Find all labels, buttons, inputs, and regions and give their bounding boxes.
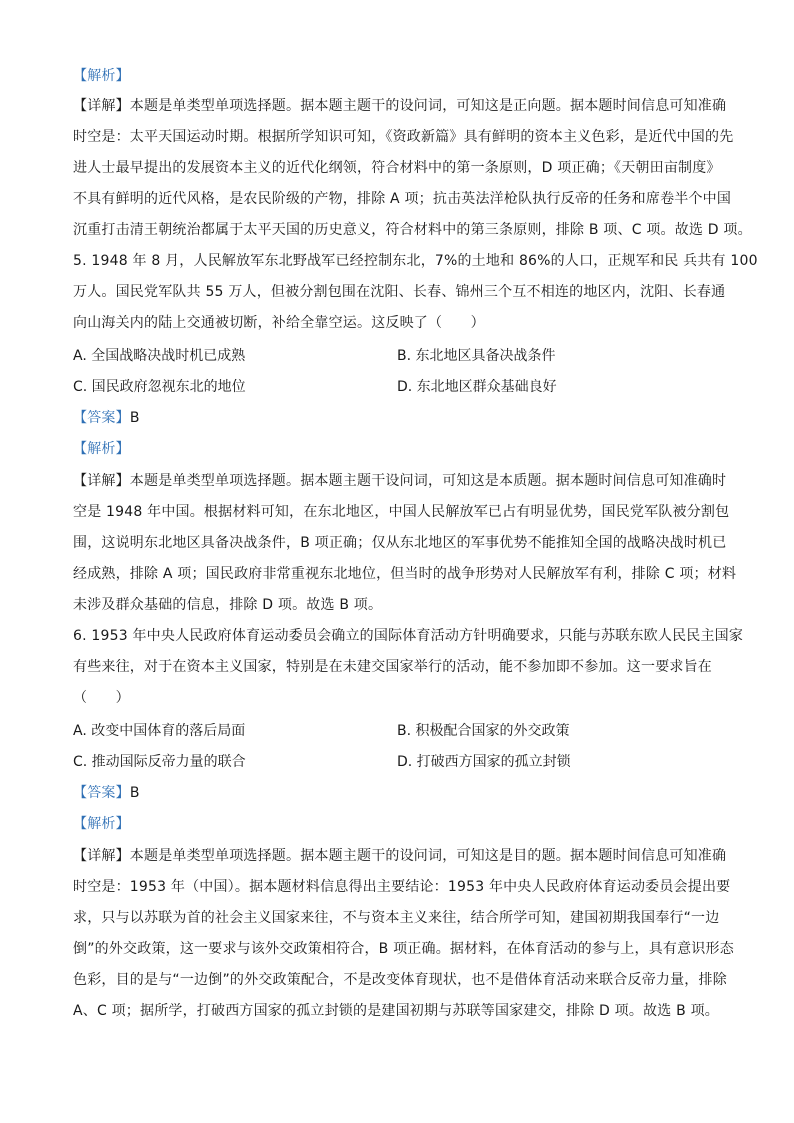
analysis-label: 【解析】 [73,68,130,84]
analysis-heading [73,440,130,458]
detail-line: A、C 项；据所学，打破西方国家的孤立封锁的是建国初期与苏联等国家建交，排除 D 项。故选 B 项。 [73,1003,719,1019]
option-b: B. 东北地区具备决战条件 [397,348,556,364]
detail-line: 求，只与以苏联为首的社会主义国家来往，不与资本主义来往，结合所学可知，建国初期我国奉行“一边 [73,910,720,926]
analysis-label: 【解析】 [73,816,130,832]
option-a: A. 全国战略决战时机已成熟 [73,348,246,364]
answer-label: 【答案】 [73,410,130,426]
detail-line: 不具有鲜明的近代风格，是农民阶级的产物，排除 A 项；抗击英法洋枪队执行反帝的任务和席卷半个中国 [73,191,732,207]
detail-line: 【详解】本题是单类型单项选择题。据本题主题干的设问词，可知这是正向题。据本题时间信息可知准确 [73,98,727,114]
question-stem-line: （ ） [73,690,130,706]
question-stem-line: 向山海关内的陆上交通被切断，补给全靠空运。这反映了（ ） [73,315,485,331]
answer-value: B [129,410,140,426]
detail-line: 沉重打击清王朝统治都属于太平天国的历史意义，符合材料中的第三条原则，排除 B 项、C 项。故选 D 项。 [73,222,752,238]
option-d: D. 东北地区群众基础良好 [397,379,557,395]
analysis-heading [73,67,130,85]
detail-line: 进人士最早提出的发展资本主义的近代化纲领，符合材料中的第一条原则，D 项正确；《天朝田亩制度》 [73,160,721,176]
option-c: C. 国民政府忽视东北的地位 [73,379,246,395]
detail-line: 空是 1948 年中国。根据材料可知，在东北地区，中国人民解放军已占有明显优势，国民党军队被分割包 [73,504,730,520]
option-c: C. 推动国际反帝力量的联合 [73,754,246,770]
answer-label: 【答案】 [73,785,130,801]
option-d: D. 打破西方国家的孤立封锁 [397,754,571,770]
question-stem-line: 6. 1953 年中央人民政府体育运动委员会确立的国际体育活动方针明确要求，只能与苏联东欧人民民主国家 [73,628,744,644]
analysis-label: 【解析】 [73,441,130,457]
detail-line: 未涉及群众基础的信息，排除 D 项。故选 B 项。 [73,597,383,613]
detail-line: 倒”的外交政策，这一要求与该外交政策相符合，B 项正确。据材料，在体育活动的参与上，具有意识形态 [73,941,734,957]
option-b: B. 积极配合国家的外交政策 [397,723,570,739]
question-stem-line: 有些来往，对于在资本主义国家，特别是在未建交国家举行的活动，能不参加即不参加。这一要求旨在 [73,659,712,675]
question-stem-line: 万人。国民党军队共 55 万人，但被分割包围在沈阳、长春、锦州三个互不相连的地区内，沈阳、长春通 [73,284,726,300]
question-stem-line: 5. 1948 年 8 月，人民解放军东北野战军已经控制东北，7%的土地和 86%的人口，正规军和民 兵共有 100 [73,253,758,269]
detail-line: 经成熟，排除 A 项；国民政府非常重视东北地位，但当时的战争形势对人民解放军有利，排除 C 项；材料 [73,566,737,582]
answer-value: B [129,785,140,801]
analysis-heading [73,815,130,833]
detail-line: 时空是：1953 年（中国）。据本题材料信息得出主要结论：1953 年中央人民政府体育运动委员会提出要 [73,879,731,895]
detail-line: 色彩，目的是与“一边倒”的外交政策配合，不是改变体育现状，也不是借体育活动来联合反帝力量，排除 [73,972,727,988]
answer-line [73,409,140,427]
detail-line: 围，这说明东北地区具备决战条件，B 项正确；仅从东北地区的军事优势不能推知全国的战略决战时机已 [73,535,727,551]
detail-line: 【详解】本题是单类型单项选择题。据本题主题干设问词，可知这是本质题。据本题时间信息可知准确时 [73,473,727,489]
detail-line: 时空是：太平天国运动时期。根据所学知识可知，《资政新篇》具有鲜明的资本主义色彩，是近代中国的先 [73,129,734,145]
option-a: A. 改变中国体育的落后局面 [73,723,246,739]
detail-line: 【详解】本题是单类型单项选择题。据本题主题干的设问词，可知这是目的题。据本题时间信息可知准确 [73,848,727,864]
answer-line [73,784,140,802]
